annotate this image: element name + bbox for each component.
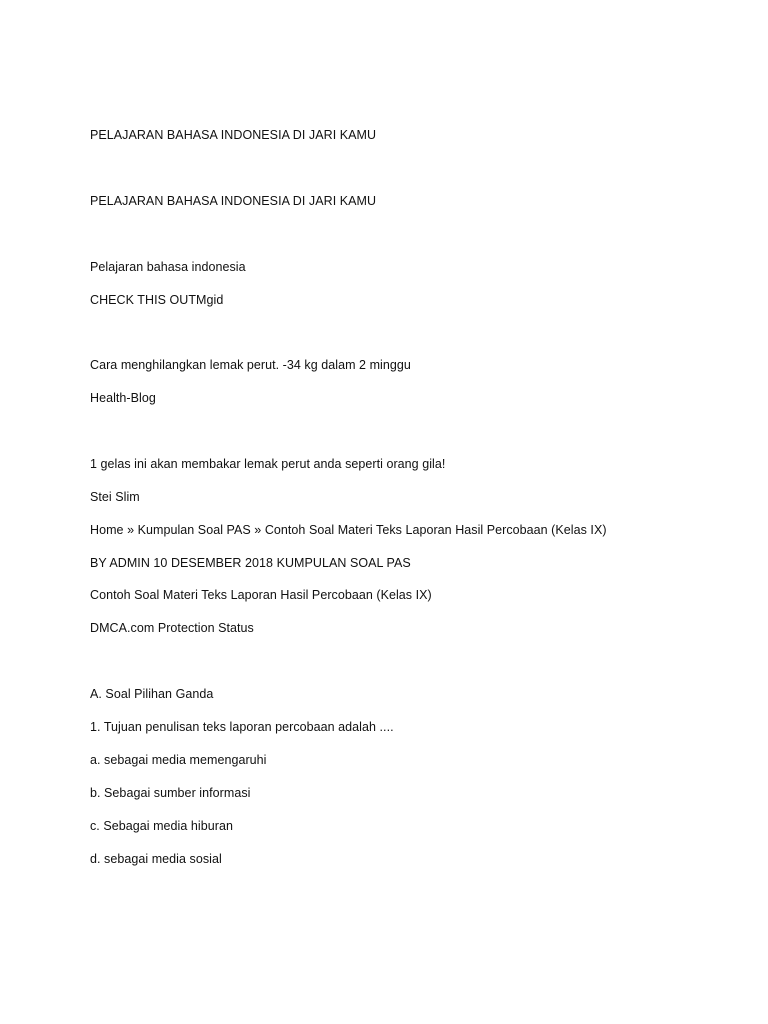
subtitle-text: Pelajaran bahasa indonesia <box>90 260 246 274</box>
option-d: d. sebagai media sosial <box>90 852 222 866</box>
ad-headline-2: 1 gelas ini akan membakar lemak perut anda seperti orang gila! <box>90 457 446 471</box>
ad-label: CHECK THIS OUTMgid <box>90 293 224 307</box>
post-meta: BY ADMIN 10 DESEMBER 2018 KUMPULAN SOAL PAS <box>90 556 411 570</box>
header-title: PELAJARAN BAHASA INDONESIA DI JARI KAMU <box>90 128 377 142</box>
question-1: 1. Tujuan penulisan teks laporan percobaan adalah .... <box>90 720 394 734</box>
header-title-repeat: PELAJARAN BAHASA INDONESIA DI JARI KAMU <box>90 194 377 208</box>
post-title: Contoh Soal Materi Teks Laporan Hasil Percobaan (Kelas IX) <box>90 588 432 602</box>
breadcrumb: Home » Kumpulan Soal PAS » Contoh Soal Materi Teks Laporan Hasil Percobaan (Kelas IX) <box>90 523 607 537</box>
ad-headline-1: Cara menghilangkan lemak perut. -34 kg dalam 2 minggu <box>90 358 411 372</box>
option-b: b. Sebagai sumber informasi <box>90 786 251 800</box>
dmca-status: DMCA.com Protection Status <box>90 621 254 635</box>
option-c: c. Sebagai media hiburan <box>90 819 233 833</box>
section-heading: A. Soal Pilihan Ganda <box>90 687 214 701</box>
ad-source-2: Stei Slim <box>90 490 140 504</box>
option-a: a. sebagai media memengaruhi <box>90 753 267 767</box>
ad-source-1: Health-Blog <box>90 391 156 405</box>
